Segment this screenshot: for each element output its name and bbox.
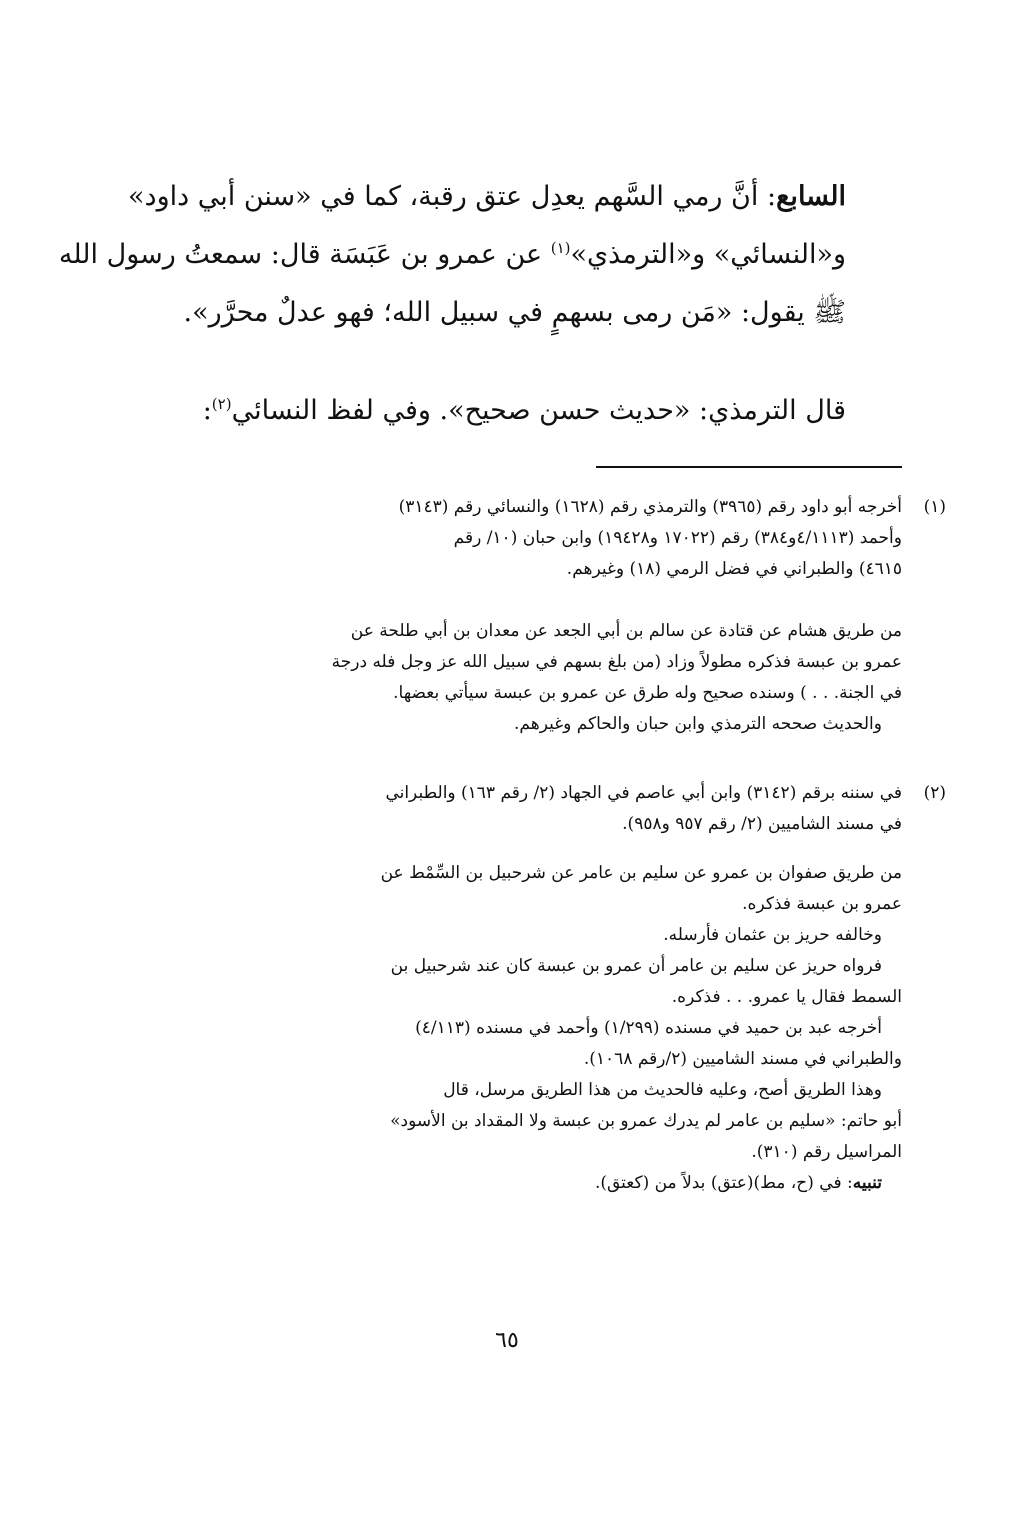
main-line-1: السابع: أنَّ رمي السَّهم يعدِل عتق رقبة، كما في «سنن أبي داود»	[128, 181, 846, 212]
footnote-number-2: (٢)	[923, 783, 946, 803]
footnote-divider	[596, 466, 902, 468]
item-heading: السابع	[776, 181, 846, 212]
footnote-1-details: من طريق هشام عن قتادة عن سالم بن أبي الجعد عن معدان بن أبي طلحة عن عمرو بن عبسة فذكره مطولاً وزاد (من بلغ بسهم في سبيل الله عز وجل فله درجة في الجنة. . . ) وسنده صحيح وله طرق عن عمرو بن عبسة سيأتي بعضها. والحديث صححه الترمذي وابن حبان والحاكم وغيرهم.	[331, 621, 902, 734]
footnote-2: (٢) في سننه برقم (٣١٤٢) وابن أبي عاصم في الجهاد (٢/ رقم ١٦٣) والطبراني في مسند الشاميين (٢/ رقم ٩٥٧ و٩٥٨).	[132, 778, 902, 840]
footnote-ref-2[interactable]: (٢)	[211, 395, 232, 413]
footnote-1: (١) أخرجه أبو داود رقم (٣٩٦٥) والترمذي رقم (١٦٢٨) والنسائي رقم (٣١٤٣) وأحمد (٤/١١١٣و٣٨٤) رقم (١٧٠٢٢ و١٩٤٢٨) وابن حبان (١٠/ رقم ٤٦١٥) والطبراني في فضل الرمي (١٨) وغيرهم.	[132, 492, 902, 585]
footnote-2-details: من طريق صفوان بن عمرو عن سليم بن عامر عن شرحبيل بن السِّمْط عن عمرو بن عبسة فذكره. وخالفه حريز بن عثمان فأرسله. فرواه حريز عن سليم بن عامر أن عمرو بن عبسة كان عند شرحبيل بن السمط فقال يا عمرو. . . فذكره. أخرجه عبد بن حميد في مسنده (١/٢٩٩) وأحمد في مسنده (٤/١١٣) والطبراني في مسند الشاميين (٢/رقم ١٠٦٨). وهذا الطريق أصح، وعليه فالحديث من هذا الطريق مرسل، قال أبو حاتم: «سليم بن عامر لم يدرك عمرو بن عبسة ولا المقداد بن الأسود» المراسيل رقم (٣١٠). تنبيه: في (ح، مط)(عتق) بدلاً من (كعتق).	[127, 858, 902, 1199]
page-number: ٦٥	[495, 1328, 519, 1353]
main-line-2: و«النسائي» و«الترمذي»$^{(١)}$ عن عمرو بن عَبَسَة قال: سمعتُ رسول الله	[58, 239, 846, 270]
main-paragraph-1	[58, 168, 846, 342]
footnote-ref-1[interactable]: (١)	[550, 239, 571, 257]
footnote-number-1: (١)	[923, 497, 946, 517]
footnote-note: تنبيه: في (ح، مط)(عتق) بدلاً من (كعتق).	[594, 1173, 882, 1193]
main-paragraph-2: قال الترمذي: «حديث حسن صحيح». وفي لفظ النسائي$^{(٢)}$:	[202, 395, 846, 426]
main-line-3: ﷺ يقول: «مَن رمى بسهمٍ في سبيل الله؛ فهو عدلٌ محرَّر».	[183, 297, 846, 328]
